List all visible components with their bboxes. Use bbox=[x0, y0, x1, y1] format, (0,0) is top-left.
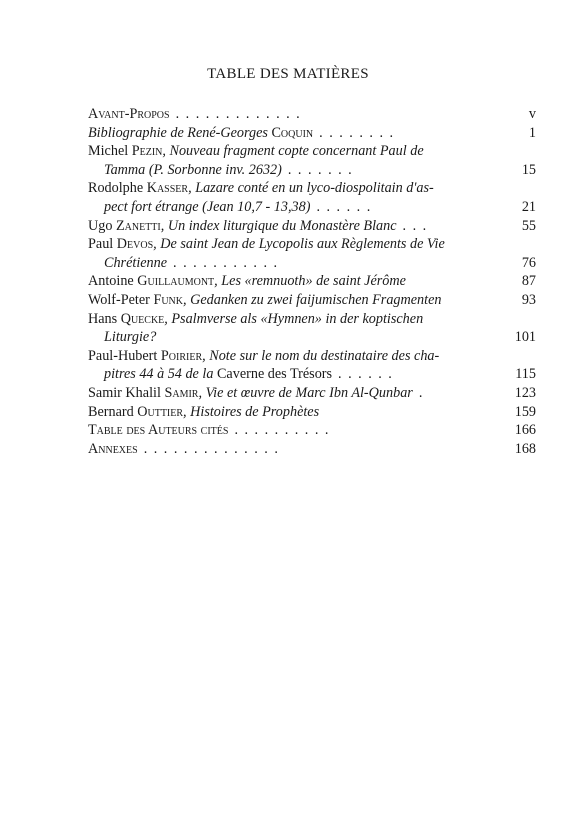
toc-entry-line bbox=[88, 124, 536, 143]
table-of-contents bbox=[88, 105, 536, 458]
toc-entry-line bbox=[88, 421, 536, 440]
toc-entry[interactable] bbox=[88, 291, 536, 310]
toc-entry[interactable] bbox=[88, 421, 536, 440]
page-number: 168 bbox=[514, 440, 536, 457]
page-number: 55 bbox=[521, 217, 536, 234]
page-number: 166 bbox=[514, 422, 536, 439]
toc-entry-line bbox=[88, 217, 536, 236]
entry-text: Hans bbox=[88, 310, 121, 327]
entry-author: Outtier bbox=[137, 403, 184, 420]
entry-title: , Gedanken zu zwei faijumischen Fragmenten bbox=[183, 291, 442, 308]
entry-text: Paul bbox=[88, 236, 117, 253]
toc-entry[interactable] bbox=[88, 272, 536, 291]
toc-entry-continuation bbox=[88, 365, 536, 384]
entry-text: Bernard bbox=[88, 403, 138, 420]
entry-text: Samir Khalil bbox=[88, 384, 165, 401]
toc-entry-continuation bbox=[88, 254, 536, 273]
page-number: 1 bbox=[528, 124, 536, 141]
entry-title: , Vie et œuvre de Marc Ibn Al-Qunbar bbox=[198, 384, 413, 401]
toc-entry[interactable] bbox=[88, 179, 536, 216]
page-number: 115 bbox=[515, 366, 536, 383]
toc-entry-line bbox=[88, 291, 536, 310]
toc-entry[interactable] bbox=[88, 384, 536, 403]
toc-entry[interactable] bbox=[88, 440, 536, 459]
dot-leader: ............. bbox=[175, 106, 307, 122]
entry-author: Funk bbox=[153, 291, 183, 308]
entry-title-cont: Tamma (P. Sorbonne inv. 2632) bbox=[104, 161, 282, 178]
page-number: v bbox=[528, 106, 536, 122]
toc-entry-line bbox=[88, 440, 536, 459]
dot-leader: ....... bbox=[287, 161, 359, 178]
entry-text: Wolf-Peter bbox=[88, 291, 154, 308]
dot-leader: ........... bbox=[173, 254, 284, 271]
toc-entry-line bbox=[88, 272, 536, 291]
dot-leader: ...... bbox=[338, 366, 399, 383]
toc-entry-line bbox=[88, 347, 536, 366]
entry-title: , Lazare conté en un lyco-diospolitain d'as- bbox=[188, 180, 434, 197]
dot-leader: . bbox=[418, 384, 429, 401]
toc-entry-line bbox=[88, 235, 536, 254]
toc-entry[interactable] bbox=[88, 124, 536, 143]
dot-leader: ...... bbox=[316, 198, 377, 215]
toc-entry[interactable] bbox=[88, 347, 536, 384]
toc-entry[interactable] bbox=[88, 310, 536, 347]
toc-entry-line bbox=[88, 142, 536, 161]
entry-author: Pezin bbox=[131, 143, 163, 160]
entry-author: Zanetti bbox=[115, 217, 161, 234]
page-number: 159 bbox=[514, 403, 536, 420]
entry-author: Table des Auteurs cités bbox=[88, 422, 229, 439]
toc-entry[interactable] bbox=[88, 235, 536, 272]
entry-author: Annexes bbox=[88, 440, 138, 457]
entry-title-cont: pitres 44 à 54 de la bbox=[104, 366, 217, 383]
page-number: 123 bbox=[514, 384, 536, 401]
toc-entry-continuation bbox=[88, 328, 536, 347]
toc-entry-line bbox=[88, 403, 536, 422]
toc-entry[interactable] bbox=[88, 217, 536, 236]
entry-author: Guillaumont bbox=[137, 273, 215, 290]
entry-title: , Histoires de Prophètes bbox=[183, 403, 320, 420]
entry-title: , Un index liturgique du Monastère Blanc bbox=[160, 217, 397, 234]
entry-work-title: Caverne des Trésors bbox=[216, 366, 333, 383]
page-number: 93 bbox=[521, 291, 536, 308]
toc-entry-line bbox=[88, 179, 536, 198]
dot-leader: .......... bbox=[234, 422, 335, 439]
entry-author: Quecke bbox=[120, 310, 165, 327]
toc-entry-continuation bbox=[88, 161, 536, 180]
dot-leader: .............. bbox=[143, 440, 285, 457]
toc-entry-line bbox=[88, 105, 536, 124]
entry-title: , De saint Jean de Lycopolis aux Règlements de Vie bbox=[153, 236, 445, 253]
entry-title: , Psalmverse als «Hymnen» in der koptischen bbox=[164, 310, 424, 327]
entry-title: , Les «remnuoth» de saint Jérôme bbox=[214, 273, 406, 290]
entry-title: , Note sur le nom du destinataire des cha- bbox=[202, 347, 440, 364]
toc-entry-line bbox=[88, 310, 536, 329]
entry-author: Kasser bbox=[146, 180, 189, 197]
page-number: 101 bbox=[514, 329, 536, 346]
entry-author: Samir bbox=[164, 384, 199, 401]
entry-author: Coquin bbox=[271, 124, 314, 141]
entry-title-cont: Chrétienne bbox=[104, 254, 168, 271]
entry-title: , Nouveau fragment copte concernant Paul de bbox=[162, 143, 424, 160]
entry-author: Avant-Propos bbox=[88, 106, 170, 122]
entry-text: Rodolphe bbox=[88, 180, 147, 197]
toc-entry[interactable] bbox=[88, 403, 536, 422]
toc-entry[interactable] bbox=[88, 105, 536, 124]
entry-title-cont: Liturgie? bbox=[104, 329, 157, 346]
entry-text: Paul-Hubert bbox=[88, 347, 161, 364]
entry-text: Ugo bbox=[88, 217, 116, 234]
entry-text: Antoine bbox=[88, 273, 138, 290]
page-number: 21 bbox=[521, 198, 536, 215]
page-number: 76 bbox=[521, 254, 536, 271]
dot-leader: ........ bbox=[319, 124, 400, 141]
toc-entry-continuation bbox=[88, 198, 536, 217]
page-number: 87 bbox=[521, 273, 536, 290]
toc-entry[interactable] bbox=[88, 142, 536, 179]
dot-leader: ... bbox=[402, 217, 433, 234]
page-title: TABLE DES MATIÈRES bbox=[207, 66, 369, 82]
toc-entry-line bbox=[88, 384, 536, 403]
entry-title-cont: pect fort étrange (Jean 10,7 - 13,38) bbox=[104, 198, 311, 215]
entry-author: Poirier bbox=[160, 347, 203, 364]
page-number: 15 bbox=[521, 161, 536, 178]
entry-text: Michel bbox=[88, 143, 132, 160]
entry-author: Devos bbox=[116, 236, 154, 253]
entry-text: Bibliographie de René-Georges bbox=[88, 124, 272, 141]
